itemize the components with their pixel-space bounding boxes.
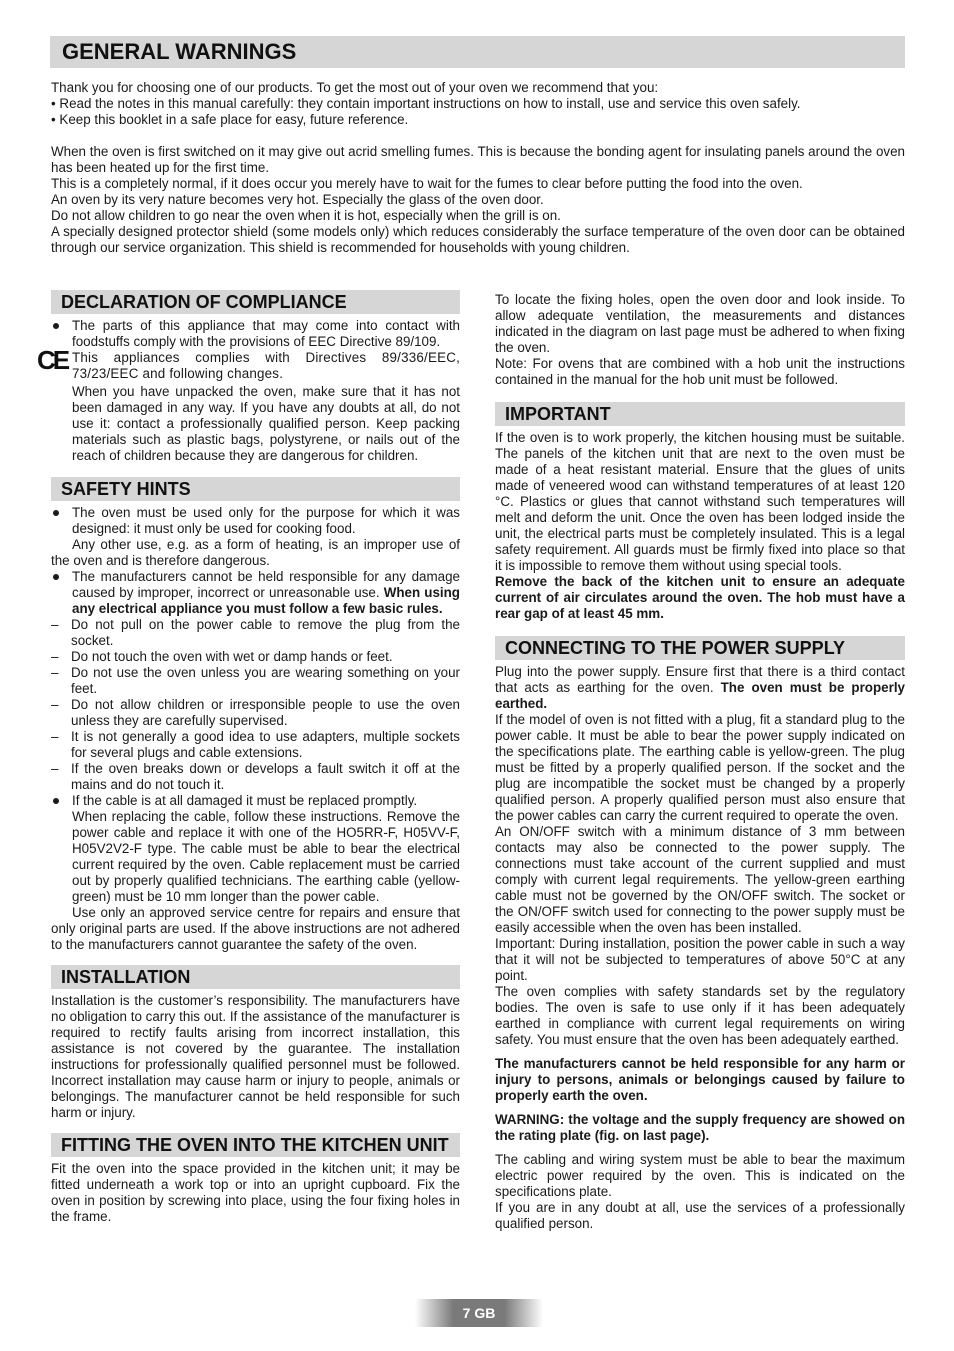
- power-paragraph: If the model of oven is not fitted with a plug, fit a standard plug to the power cable. It must be able to bear the power supply indicated on the specifications plate. The earthing cable is yellow-green. The plug must be fitted by a properly qualified person. If the socket and the plug are incompatible the socket must be changed by a properly qualified person. A properly qualified person must also ensure that the power cables can carry the current required to operate the oven.: [495, 712, 905, 823]
- safety-paragraph: Use only an approved service centre for repairs and ensure that only original parts are used. If the above instructions are not adhered to the manufacturers cannot guarantee the safety of the oven.: [51, 905, 460, 952]
- safety-bullet: [51, 569, 460, 617]
- safety-bullet: If the cable is at all damaged it must be replaced promptly.: [51, 793, 460, 809]
- safety-bullet: The oven must be used only for the purpose for which it was designed: it must only be used for cooking food.: [51, 505, 460, 537]
- safety-dash-item: – Do not use the oven unless you are wearing something on your feet.: [51, 665, 460, 697]
- intro-paragraph: When the oven is first switched on it may give out acrid smelling fumes. This is because the bonding agent for insulating panels around the oven has been heated up for the first time.: [51, 144, 905, 175]
- power-bold-paragraph: [495, 1056, 905, 1104]
- important-bold-text: Remove the back of the kitchen unit to ensure an adequate current of air circulates around the oven. The hob must have a rear gap of at least 45 mm.: [495, 574, 905, 621]
- power-heading: CONNECTING TO THE POWER SUPPLY: [495, 636, 905, 660]
- ce-mark-icon: CE: [37, 345, 68, 375]
- power-paragraph: The oven complies with safety standards set by the regulatory bodies. The oven is safe to use only if it has been adequately earthed in compliance with current legal requirements on wiring safety. You must ensure that the oven has been adequately earthed.: [495, 984, 905, 1047]
- fitting-paragraph: Fit the oven into the space provided in the kitchen unit; it may be fitted underneath a work top or into an upright cupboard. Fix the oven in position by screwing into place, using the four fixing holes in the frame.: [51, 1161, 460, 1224]
- declaration-paragraph: This appliances complies with Directives 89/336/EEC, 73/23/EEC and following changes.: [72, 350, 460, 381]
- safety-bullet-text: The manufacturers cannot be held responsible for any damage caused by improper, incorrect or unreasonable use.: [72, 569, 460, 600]
- fitting-paragraph: To locate the fixing holes, open the oven door and look inside. To allow adequate ventilation, the measurements and distances indicated in the diagram on last page must be adhered to when fixing the oven.: [495, 292, 905, 355]
- power-warning: [495, 1112, 905, 1144]
- installation-paragraph: Installation is the customer’s responsibility. The manufacturers have no obligation to carry this out. If the assistance of the manufacturer is required to rectify faults arising from incorrect installation, this assistance is not covered by the guarantee. The installation instructions for professionally qualified personnel must be followed. Incorrect installation may cause harm or injury to people, animals or belongings. The manufacturer cannot be held responsible for such harm or injury.: [51, 993, 460, 1120]
- intro-bullet: • Read the notes in this manual carefully: they contain important instructions on how to install, use and service this oven safely.: [51, 96, 801, 111]
- left-column: [37, 290, 460, 1225]
- page-number-badge: 7 GB: [415, 1299, 543, 1327]
- safety-dash-item: – Do not pull on the power cable to remove the plug from the socket.: [51, 617, 460, 649]
- declaration-heading: DECLARATION OF COMPLIANCE: [51, 290, 460, 314]
- fitting-heading: FITTING THE OVEN INTO THE KITCHEN UNIT: [51, 1133, 460, 1157]
- power-paragraph: If you are in any doubt at all, use the services of a professionally qualified person.: [495, 1200, 905, 1231]
- safety-heading: SAFETY HINTS: [51, 477, 460, 501]
- power-paragraph: Important: During installation, position the power cable in such a way that it will not be subjected to temperatures of above 50°C at any point.: [495, 936, 905, 983]
- intro: [51, 80, 905, 256]
- important-paragraph: If the oven is to work properly, the kitchen housing must be suitable. The panels of the kitchen unit that are next to the oven must be made of a heat resistant material. Ensure that the glues of units made of veneered wood can withstand temperatures of at least 120 °C. Plastics or glues that cannot withstand such temperatures will melt and deform the unit. Once the oven has been lodged inside the unit, the electrical parts must be completely insulated. This is a legal safety requirement. All guards must be firmly fixed into place so that it is impossible to remove them without using special tools.: [495, 430, 905, 573]
- intro-paragraph: Thank you for choosing one of our products. To get the most out of your oven we recommend that you:: [51, 80, 659, 95]
- safety-dash-item: – If the oven breaks down or develops a fault switch it off at the mains and do not touch it.: [51, 761, 460, 793]
- right-column: [495, 292, 905, 1232]
- safety-paragraph: When replacing the cable, follow these instructions. Remove the power cable and replace it with one of the HO5RR-F, H05VV-F, H05V2V2-F type. The cable must be able to bear the electrical current required by the oven. Cable replacement must be carried out by properly qualified technicians. The earthing cable (yellow-green) must be 10 mm longer than the power cable.: [72, 809, 460, 904]
- intro-paragraph: A specially designed protector shield (some models only) which reduces considerably the surface temperature of the oven door can be obtained through our service organization. This shield is recommended for households with young children.: [51, 224, 905, 255]
- safety-dash-item: – It is not generally a good idea to use adapters, multiple sockets for several plugs and cable extensions.: [51, 729, 460, 761]
- important-heading: IMPORTANT: [495, 402, 905, 426]
- power-paragraph: The cabling and wiring system must be able to bear the maximum electric power required by the oven. This is indicated on the specifications plate.: [495, 1152, 905, 1199]
- power-bold-text: The manufacturers cannot be held responsible for any harm or injury to persons, animals or belongings caused by failure to properly earth the oven.: [495, 1056, 905, 1103]
- fitting-note: Note: For ovens that are combined with a hob unit the instructions contained in the manual for the hob unit must be followed.: [495, 356, 905, 387]
- intro-paragraph: This is a completely normal, if it does occur you merely have to wait for the fumes to clear before putting the food into the oven.: [51, 176, 803, 191]
- power-warning-text: WARNING: the voltage and the supply frequency are showed on the rating plate (fig. on last page).: [495, 1112, 905, 1143]
- power-paragraph: [495, 664, 905, 712]
- intro-paragraph: Do not allow children to go near the oven when it is hot, especially when the grill is on.: [51, 208, 561, 223]
- safety-paragraph: Any other use, e.g. as a form of heating, is an improper use of the oven and is therefore dangerous.: [51, 537, 460, 568]
- power-paragraph: An ON/OFF switch with a minimum distance of 3 mm between contacts may also be connected to the power supply. The connections must take account of the current supplied and must comply with current legal requirements. The yellow-green earthing cable must not be governed by the ON/OFF switch. The socket or the ON/OFF switch used for connecting to the power supply must be easily accessible when the oven has been installed.: [495, 824, 905, 935]
- intro-paragraph: An oven by its very nature becomes very hot. Especially the glass of the oven door.: [51, 192, 544, 207]
- safety-dash-item: – Do not allow children or irresponsible people to use the oven unless they are carefully supervised.: [51, 697, 460, 729]
- safety-bullet-bold: When using any electrical appliance you must follow a few basic rules.: [72, 585, 460, 616]
- important-bold-paragraph: [495, 574, 905, 622]
- declaration-ce-block: [37, 345, 460, 382]
- declaration-paragraph: When you have unpacked the oven, make sure that it has not been damaged in any way. If you have any doubts at all, do not use it: contact a professionally qualified person. Keep packing materials such as plastic bags, polystyrene, or nails out of the reach of children because they are dangerous for children.: [72, 384, 460, 463]
- intro-bullet: • Keep this booklet in a safe place for easy, future reference.: [51, 112, 409, 127]
- safety-dash-item: – Do not touch the oven with wet or damp hands or feet.: [51, 649, 460, 665]
- installation-heading: INSTALLATION: [51, 965, 460, 989]
- power-text: Plug into the power supply. Ensure first that there is a third contact that acts as earthing for the oven.: [495, 664, 905, 695]
- declaration-bullet: The parts of this appliance that may come into contact with foodstuffs comply with the provisions of EEC Directive 89/109.: [51, 318, 460, 350]
- page-title: GENERAL WARNINGS: [50, 36, 905, 68]
- power-bold-text: The oven must be properly earthed.: [495, 680, 905, 711]
